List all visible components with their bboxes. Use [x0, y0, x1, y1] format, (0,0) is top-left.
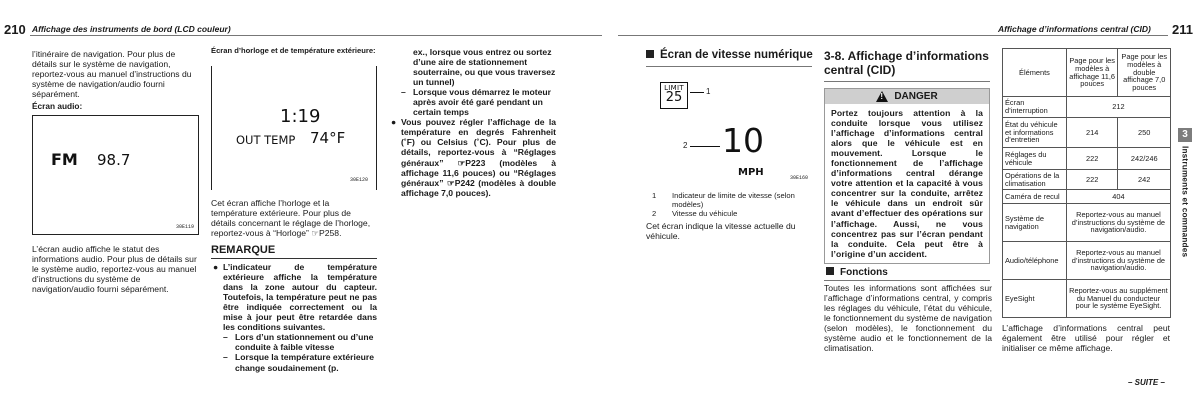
remarque-dash-3 — [401, 87, 556, 117]
bullet-dot: ● — [213, 262, 219, 273]
remarque-bullet-1-text: L’indicateur de température extérieure affiche la température dans la zone autour du capteur. Toutefois, la température peut ne pas être indiquée correctement ou la mise à jour peut être retardée dans les conditions suivantes. — [223, 262, 377, 333]
clock-time: 1:19 — [280, 106, 321, 127]
remarque-dash-2-text: Lorsque la température extérieure change soudainement (p. — [235, 352, 374, 373]
remarque-bullet-2 — [389, 117, 556, 197]
clock-screen — [211, 66, 377, 190]
clock-paragraph: Cet écran affiche l’horloge et la température extérieure. Pour plus de détails concernant le réglage de l’horloge, reportez-vous à “Horloge” ☞P258. — [211, 198, 371, 239]
table-row — [1003, 204, 1171, 242]
table-cell: Caméra de recul — [1003, 190, 1067, 204]
caption-2 — [646, 210, 814, 219]
dash-mark: – — [223, 352, 228, 363]
speed-screen — [646, 74, 812, 188]
speed-screen-heading-text: Écran de vitesse numérique — [660, 49, 813, 61]
table-cell: Reportez-vous au manuel d’instructions du système de navigation/audio. — [1066, 242, 1170, 280]
danger-text: Portez toujours attention à la conduite lorsque vous utilisez l’affichage d’informations central alors que le véhicule est en mouvement. Lorsque le fonctionnement de l’affichage d’informations central dérange votre attention et la capacité à vous concentrer sur la conduite, arrêtez le véhicule dans un endroit sûr avant d’effectuer des opérations sur l’affichage. Aussi, ne vous concentrez pas sur l’écran pendant la conduite. Cela peut être à l’origine d’un accident. — [831, 108, 983, 259]
bullet-dot: ● — [391, 117, 397, 128]
square-bullet-icon — [826, 267, 834, 275]
table-cell: Audio/téléphone — [1003, 242, 1067, 280]
table-header-row — [1003, 49, 1171, 97]
clock-figure-code: 30E120 — [349, 177, 368, 184]
table-cell: Système de navigation — [1003, 204, 1067, 242]
fonctions-heading — [826, 267, 888, 279]
audio-figure-code: 30E119 — [175, 224, 194, 231]
outside-temp-label: OUT TEMP — [236, 133, 296, 147]
table-cell: Opérations de la climatisation — [1003, 170, 1067, 190]
fonctions-block — [824, 283, 992, 353]
dash-mark: – — [223, 332, 228, 343]
square-bullet-icon — [646, 50, 654, 58]
remarque-list-2 — [389, 117, 556, 197]
after-table-text: L’affichage d’informations central peut également être utilisé pour régler et initialiser ce même affichage. — [1002, 323, 1170, 354]
header-rule-right — [618, 35, 1168, 36]
table-cell: 212 — [1066, 97, 1170, 118]
page-number-left: 210 — [4, 22, 26, 37]
remarque-list — [211, 262, 377, 373]
left-column-2-body — [211, 198, 377, 373]
nav-paragraph: l’itinéraire de navigation. Pour plus de détails sur le système de navigation, reportez-vous au manuel d’instructions du système de navigation/audio fourni séparément. — [32, 49, 192, 100]
page-number-right: 211 — [1172, 22, 1193, 37]
remarque-dash-1 — [223, 332, 377, 352]
table-cell: État du véhicule et informations d’entretien — [1003, 118, 1067, 148]
outside-temp-value: 74°F — [310, 129, 346, 147]
table-header-cell: Page pour les modèles à affichage 11,6 pouces — [1066, 49, 1118, 97]
limit-sign — [660, 82, 688, 109]
speed-figure-code: 30E160 — [789, 175, 808, 182]
fonctions-text: Toutes les informations sont affichées sur l’affichage d’informations central, y compris les réglages du véhicule, l’état du véhicule, le fonctionnement du système de navigation (selon modèles), le fonctionnement du système audio et le fonctionnement de la climatisation. — [824, 283, 992, 354]
caption-1-num: 1 — [652, 191, 657, 200]
table-row — [1003, 148, 1171, 170]
speed-paragraph: Cet écran indique la vitesse actuelle du véhicule. — [646, 220, 796, 241]
remarque-dash-3-text: Lorsque vous démarrez le moteur après avoir été garé pendant un certain temps — [413, 87, 552, 118]
audio-paragraph-block — [32, 244, 199, 294]
table-row — [1003, 97, 1171, 118]
audio-band: FM — [51, 150, 78, 169]
suite-marker: – SUITE – — [1128, 378, 1165, 387]
caption-1-text: Indicateur de limite de vitesse (selon modèles) — [672, 191, 795, 209]
audio-paragraph: L’écran audio affiche le statut des informations audio. Pour plus de détails sur le système audio, reportez-vous au manuel d’instructions du système de navigation/audio fourni séparément. — [32, 244, 197, 295]
danger-label: DANGER — [894, 90, 938, 102]
fonctions-heading-rule — [824, 280, 990, 281]
danger-box — [824, 88, 990, 264]
table-cell: Écran d’interruption — [1003, 97, 1067, 118]
after-table-block — [1002, 323, 1170, 353]
limit-value: 25 — [665, 90, 683, 106]
cid-elements-table — [1002, 48, 1171, 318]
table-cell: 250 — [1118, 118, 1171, 148]
table-cell: EyeSight — [1003, 280, 1067, 318]
table-cell: Reportez-vous au manuel d’instructions du système de navigation/audio. — [1066, 204, 1170, 242]
header-rule-left — [30, 35, 602, 36]
table-row — [1003, 118, 1171, 148]
remarque-dash-2 — [223, 352, 377, 372]
table-cell: 242 — [1118, 170, 1171, 190]
chapter-side-label: Instruments et commandes — [1180, 146, 1190, 258]
header-title-right: Affichage d’informations central (CID) — [998, 24, 1151, 34]
warning-triangle-icon: ! — [876, 91, 888, 102]
remarque-bullet-2-text: Vous pouvez régler l’affichage de la température en degrés Fahrenheit (˚F) ou Celsius (˚C). Pour plus de détails, reportez-vous à “Réglages généraux” ☞P223 (modèles à affichage 11,6 pouces) ou “Réglages généraux” ☞P242 (modèles à double affichage 7,0 pouces). — [401, 117, 556, 198]
table-row — [1003, 170, 1171, 190]
audio-screen — [32, 115, 199, 235]
left-column-3 — [389, 47, 556, 198]
left-column-2 — [211, 47, 377, 56]
header-title-left: Affichage des instruments de bord (LCD couleur) — [32, 24, 231, 34]
table-cell: 214 — [1066, 118, 1118, 148]
table-header-cell: Page pour les modèles à double affichage 7,0 pouces — [1118, 49, 1171, 97]
speed-captions — [646, 192, 814, 241]
remarque-title: REMARQUE — [211, 244, 377, 259]
callout-1: 1 — [706, 87, 711, 96]
table-row — [1003, 190, 1171, 204]
table-cell: 404 — [1066, 190, 1170, 204]
speed-screen-heading — [646, 49, 813, 62]
table-cell: 222 — [1066, 148, 1118, 170]
callout-line-2 — [690, 146, 720, 147]
table-header-cell: Éléments — [1003, 49, 1067, 97]
remarque-continued: ex., lorsque vous entrez ou sortez d’une aire de stationnement souterraine, ou que vous traversez un tunnel) — [413, 47, 556, 88]
danger-header — [825, 89, 989, 104]
audio-heading: Écran audio: — [32, 101, 83, 112]
caption-2-text: Vitesse du véhicule — [672, 208, 738, 218]
table-cell: 222 — [1066, 170, 1118, 190]
left-column-1 — [32, 49, 199, 112]
speed-unit: MPH — [738, 167, 764, 178]
caption-2-num: 2 — [652, 208, 657, 218]
chapter-tab: 3 — [1178, 128, 1192, 142]
callout-2: 2 — [683, 141, 688, 150]
table-cell: 242/246 — [1118, 148, 1171, 170]
audio-frequency: 98.7 — [97, 151, 131, 169]
caption-1 — [646, 192, 814, 210]
table-cell: Reportez-vous au supplément du Manuel du conducteur pour le système EyeSight. — [1066, 280, 1170, 318]
clock-heading: Écran d’horloge et de température extérieure: — [211, 46, 376, 55]
speed-value: 10 — [722, 121, 764, 160]
cid-section-heading: 3-8. Affichage d’informations central (CID) — [824, 49, 989, 78]
callout-line-1 — [690, 92, 704, 93]
fonctions-heading-text: Fonctions — [840, 267, 888, 278]
remarque-dash-1-text: Lors d’un stationnement ou d’une conduite à faible vitesse — [235, 332, 374, 353]
table-row — [1003, 280, 1171, 318]
remarque-bullet-1 — [211, 262, 377, 332]
dash-mark: – — [401, 87, 406, 98]
cid-heading-rule — [824, 81, 990, 82]
table-cell: Réglages du véhicule — [1003, 148, 1067, 170]
limit-label: LIMIT — [664, 84, 684, 92]
speed-heading-rule — [646, 66, 812, 67]
table-row — [1003, 242, 1171, 280]
